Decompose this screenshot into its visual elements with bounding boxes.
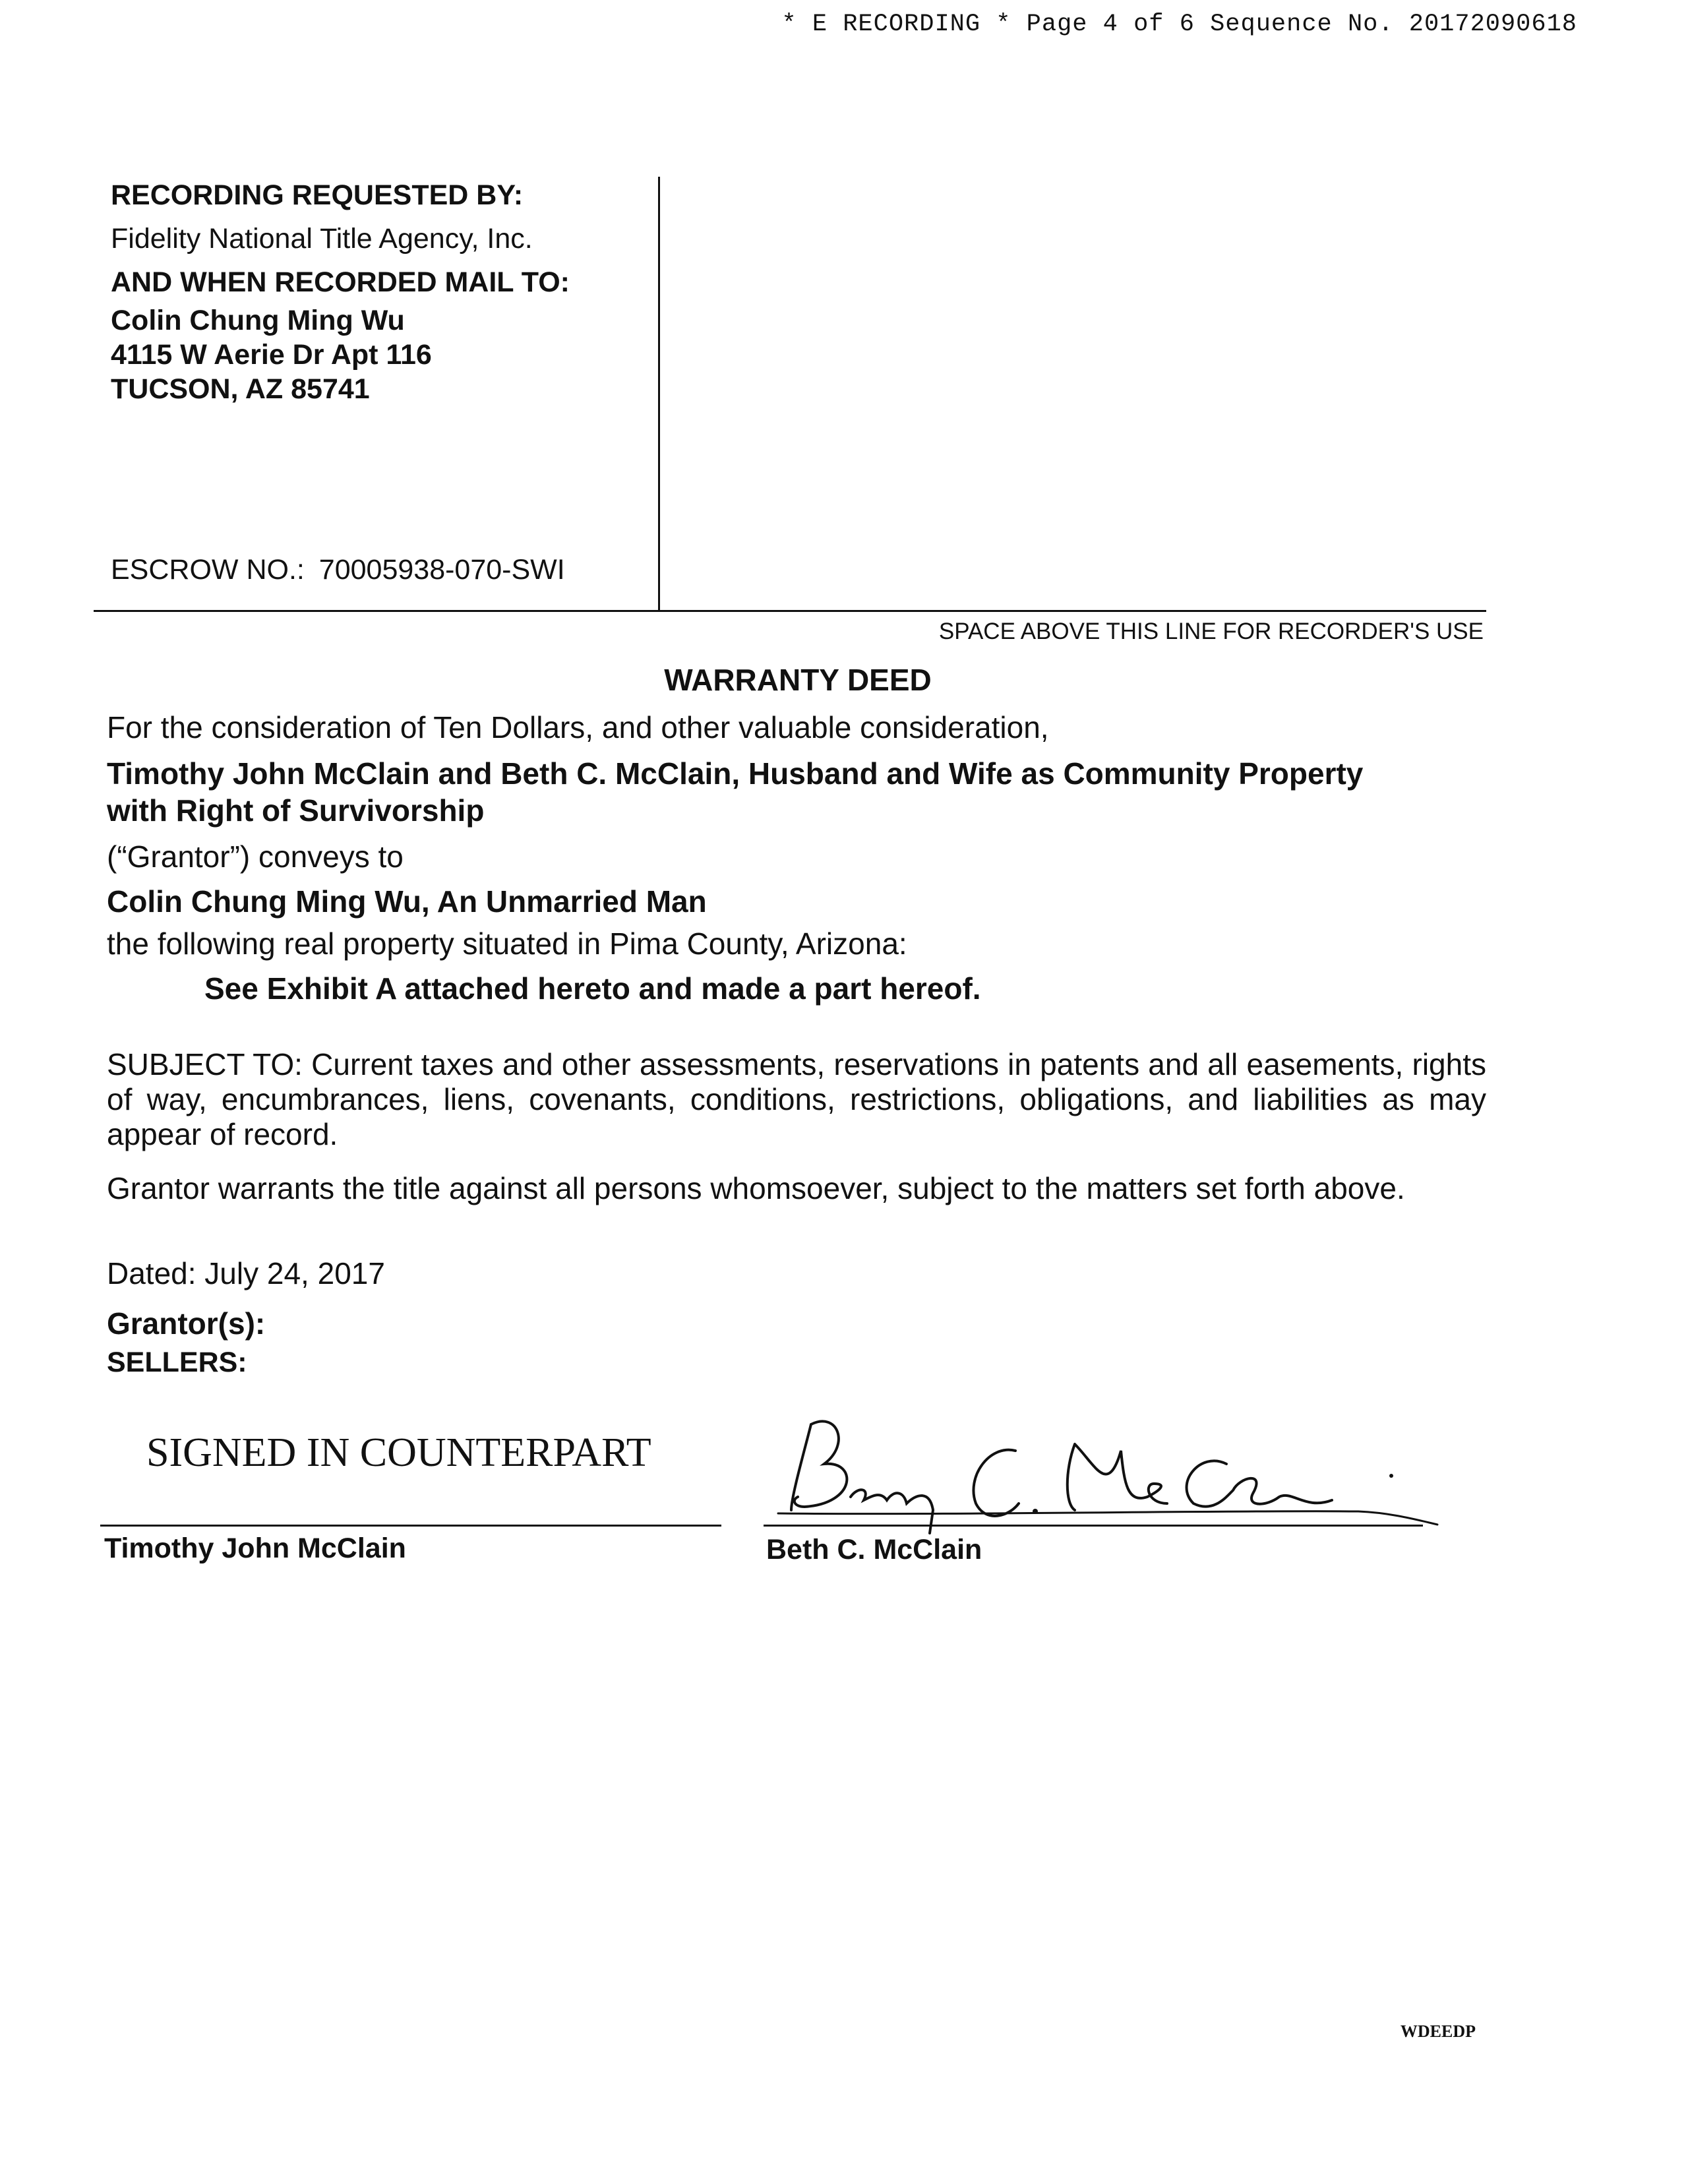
deed-title: WARRANTY DEED [664, 663, 932, 697]
consideration-line: For the consideration of Ten Dollars, and other valuable consideration, [107, 710, 1049, 744]
sellers-label: SELLERS: [107, 1347, 247, 1378]
recorder-space-line [94, 610, 1486, 612]
form-code: WDEEDP [1400, 2022, 1476, 2041]
subject-to-paragraph: SUBJECT TO: Current taxes and other assessments, reservations in patents and all easements, rights of way, encumbrances, liens, covenants, conditions, restrictions, obligations, and liabilities as may appear of record. [107, 1047, 1486, 1151]
grantors-label: Grantor(s): [107, 1306, 266, 1341]
escrow-label: ESCROW NO.: [111, 554, 305, 586]
warranty-paragraph: Grantor warrants the title against all persons whomsoever, subject to the matters set forth above. [107, 1171, 1405, 1205]
mail-to-city: TUCSON, AZ 85741 [111, 373, 370, 405]
recording-requested-label: RECORDING REQUESTED BY: [111, 179, 524, 211]
property-location: the following real property situated in Pima County, Arizona: [107, 926, 907, 961]
conveys-line: (“Grantor”) conveys to [107, 839, 404, 874]
grantor-names-line2: with Right of Survivorship [107, 793, 485, 828]
dated-line: Dated: July 24, 2017 [107, 1256, 385, 1290]
signer-name-right: Beth C. McClain [766, 1534, 982, 1565]
escrow-number-row [111, 554, 565, 586]
requested-by-company: Fidelity National Title Agency, Inc. [111, 223, 533, 255]
mail-to-label: AND WHEN RECORDED MAIL TO: [111, 266, 570, 298]
grantee-name: Colin Chung Ming Wu, An Unmarried Man [107, 884, 707, 919]
recorder-space-note: SPACE ABOVE THIS LINE FOR RECORDER'S USE [938, 619, 1484, 644]
signer-name-left: Timothy John McClain [104, 1532, 406, 1564]
signed-in-counterpart: SIGNED IN COUNTERPART [146, 1430, 651, 1475]
exhibit-reference: See Exhibit A attached hereto and made a part hereof. [204, 971, 981, 1006]
handwritten-signature [765, 1398, 1490, 1556]
mail-to-name: Colin Chung Ming Wu [111, 305, 405, 336]
signature-line-right [764, 1525, 1423, 1527]
escrow-number: 70005938-070-SWI [318, 554, 565, 586]
grantor-names-line1: Timothy John McClain and Beth C. McClain, Husband and Wife as Community Property [107, 756, 1364, 791]
recording-header: * E RECORDING * Page 4 of 6 Sequence No. 20172090618 [781, 11, 1577, 38]
signature-line-left [100, 1525, 721, 1527]
mail-to-street: 4115 W Aerie Dr Apt 116 [111, 339, 432, 371]
recording-block-divider [658, 177, 660, 612]
